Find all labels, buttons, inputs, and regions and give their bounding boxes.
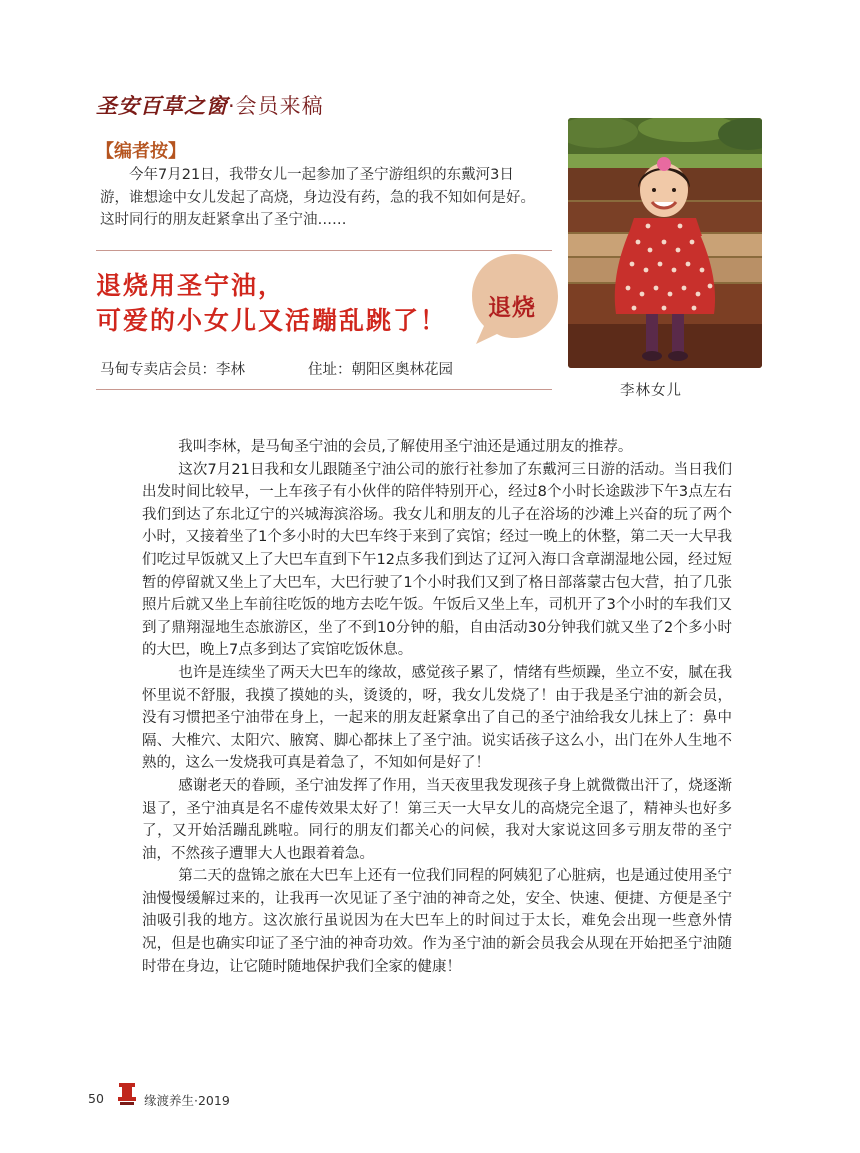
body-paragraph: 我叫李林，是马甸圣宁油的会员,了解使用圣宁油还是通过朋友的推荐。 <box>178 439 633 455</box>
body-paragraph: 也许是连续坐了两天大巴车的缘故，感觉孩子累了，情绪有些烦躁，坐立不安，腻在我怀里说不舒服，我摸了摸她的头，烫烫的，呀，我女儿发烧了！由于我是圣宁油的新会员，没有习惯把圣宁油带在身上，一起来的朋友赶紧拿出了自己的圣宁油给我女儿抹上了：鼻中隔、大椎穴、太阳穴、腋窝、脚心都抹上了圣宁油。说实话孩子这么小，出门在外人生地不熟的，这么一发烧我可真是着急了，不知如何是好了！ <box>142 664 732 772</box>
page-number: 50 <box>88 1091 104 1106</box>
photo-caption: 李林女儿 <box>620 383 682 399</box>
author-member: 马甸专卖店会员：李林 <box>100 362 245 378</box>
section-title-script: 圣安百草之窗 <box>96 93 228 118</box>
editor-note-text: 今年7月21日，我带女儿一起参加了圣宁游组织的东戴河3日游，谁想途中女儿发起了高烧，身边没有药，急的我不知如何是好。这时同行的朋友赶紧拿出了圣宁油…… <box>100 167 535 228</box>
headline-line-1: 退烧用圣宁油， <box>96 271 286 300</box>
bubble-label: 退烧 <box>488 295 536 321</box>
headline <box>96 268 447 338</box>
body-paragraph: 第二天的盘锦之旅在大巴车上还有一位我们同程的阿姨犯了心脏病，也是通过使用圣宁油慢慢缓解过来的，让我再一次见证了圣宁油的神奇之处，安全、快速、便捷、方便是圣宁油吸引我的地方。这次旅行虽说因为在大巴车上的时间过于太长，难免会出现一些意外情况，但是也确实印证了圣宁油的神奇功效。作为圣宁油的新会员我会从现在开始把圣宁油随时带在身边，让它随时随地保护我们全家的健康！ <box>142 868 732 975</box>
author-address: 住址：朝阳区奥林花园 <box>308 362 453 378</box>
girl-photo <box>568 118 762 368</box>
body-paragraph: 这次7月21日我和女儿跟随圣宁油公司的旅行社参加了东戴河三日游的活动。当日我们出发时间比较早，一上车孩子有小伙伴的陪伴特别开心，经过8个小时长途跋涉下午3点左右我们到达了东北辽宁的兴城海滨浴场。我女儿和朋友的儿子在浴场的沙滩上兴奋的玩了两个小时，又接着坐了1个多小时的大巴车终于来到了宾馆；经过一晚上的休整，第二天一大早我们吃过早饭就又上了大巴车直到下午12点多我们到达了辽河入海口含章湖湿地公园，经过短暂的停留就又坐上了大巴车，大巴行驶了1个小时我们又到了格日部落蒙古包大营，拍了几张照片后就又坐上车前往吃饭的地方去吃午饭。午饭后又坐上车，司机开了3个小时的车我们又到了鼎翔湿地生态旅游区，坐了不到10分钟的船，自由活动30分钟我们就又坐了2个多小时的大巴，晚上7点多到达了宾馆吃饭休息。 <box>142 461 732 659</box>
magazine-logo-icon <box>116 1081 138 1107</box>
section-title <box>96 90 324 120</box>
section-title-plain: ·会员来稿 <box>228 94 324 118</box>
divider-bottom <box>96 389 552 390</box>
headline-line-2: 可爱的小女儿又活蹦乱跳了！ <box>96 306 448 335</box>
article-body <box>142 436 732 978</box>
editor-note-label: 【编者按】 <box>96 141 186 162</box>
magazine-title: 缘渡养生·2019 <box>144 1093 230 1108</box>
body-paragraph: 感谢老天的眷顾，圣宁油发挥了作用，当天夜里我发现孩子身上就微微出汗了，烧逐渐退了，圣宁油真是名不虚传效果太好了！第三天一大早女儿的高烧完全退了，精神头也好多了，又开始活蹦乱跳啦。同行的朋友们都关心的问候，我对大家说这回多亏朋友带的圣宁油，不然孩子遭罪大人也跟着着急。 <box>142 777 732 862</box>
